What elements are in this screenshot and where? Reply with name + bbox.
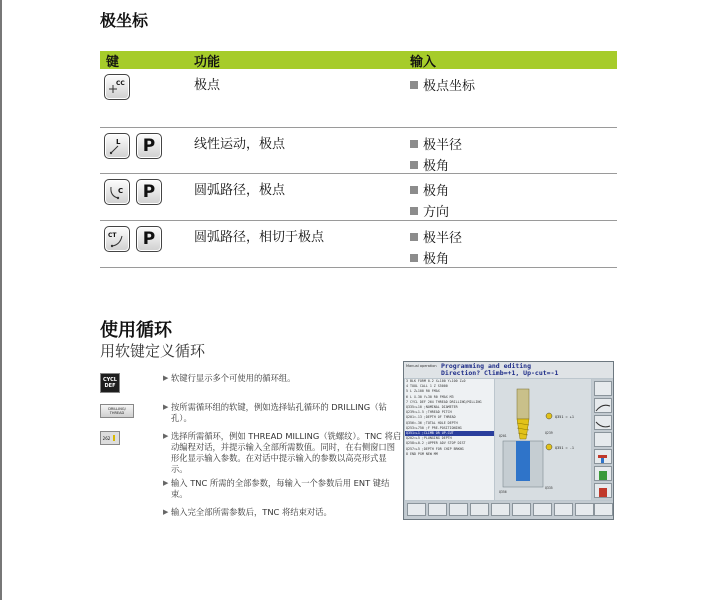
program-line[interactable]: Q201=-13 ;DEPTH OF THREAD [406,415,456,420]
svg-text:Q356: Q356 [499,490,507,494]
p-key[interactable]: P [136,133,162,159]
side-softkey[interactable] [594,449,612,464]
svg-text:Q335: Q335 [545,486,553,490]
polar-key-table [100,51,617,268]
program-line[interactable]: Q202=+5 ;PLUNGING DEPTH [406,436,452,441]
input-item: 极角 [410,179,617,200]
bottom-softkey[interactable] [594,503,613,516]
program-line[interactable]: Q257=+5 ;DEPTH FOR CHIP BRKNG [406,446,464,451]
step-item: ▶ 选择所需循环，例如 THREAD MILLING（铣螺纹）。TNC 将启动编程对话，并提示输入全部所需数值。同时，在右侧窗口图形化显示输入参数。在对话中提示输入的参数以高亮形式显示。 [163,431,402,474]
arc-icon [106,181,128,203]
program-line[interactable]: 6 L X-30 Y+30 R0 FMAX M3 [406,394,454,399]
c-key[interactable] [104,179,130,205]
l-key[interactable] [104,133,130,159]
bottom-softkey[interactable] [428,503,447,516]
curve-icon [595,418,611,431]
step-item: ▶ 输入 TNC 所需的全部参数，每输入一个参数后用 ENT 键结束。 [163,478,390,499]
program-line[interactable]: 8 END PGM NEW MM [406,451,438,456]
header-key: 键 [106,54,120,70]
input-item: 极半径 [410,226,617,247]
ct-key[interactable] [104,226,130,252]
operating-mode: Manual operation [406,364,437,368]
cc-icon [106,76,128,98]
table-row [100,221,617,268]
spindle-icon [595,469,611,482]
program-line[interactable]: Q253=+750 ;F PRE-POSITIONING [406,425,462,430]
bottom-softkey[interactable] [491,503,510,516]
svg-text:Q351 = -1: Q351 = -1 [555,446,574,450]
p-key[interactable]: P [136,179,162,205]
screen-header [404,362,614,378]
table-row [100,69,617,128]
step-item: ▶ 软键行显示多个可使用的循环组。 [163,373,296,383]
program-line[interactable]: 5 L Z+100 R0 FMAX [406,389,440,394]
side-softkey[interactable] [594,466,612,481]
page-left-rule [0,0,2,600]
arrow-icon: ▶ [163,479,169,487]
side-softkey[interactable] [594,483,612,498]
arrow-icon: ▶ [163,403,169,411]
program-line[interactable]: Q335=+10 ;NOMINAL DIAMETER [406,405,458,410]
svg-text:Q239: Q239 [545,431,553,435]
program-line[interactable]: Q239=+1.5 ;THREAD PITCH [406,410,452,415]
arrow-icon: ▶ [163,374,169,382]
tnc-screen [403,361,614,520]
spindle-stop-icon [595,486,611,499]
cycles-section-title: 使用循环 [100,320,172,341]
screen-title: Programming and editing Direction? Climb=+1, Up-cut=-1 [441,362,559,377]
bottom-softkey-bar [405,501,614,519]
input-item: 极半径 [410,133,617,154]
l-key-label: L [116,138,121,146]
cycl-def-softkey[interactable]: CYCL DEF [100,373,120,393]
program-line[interactable]: Q356=-36 ;TOTAL HOLE DEPTH [406,420,458,425]
polar-section-title: 极坐标 [100,11,149,30]
coolant-icon [595,452,611,465]
svg-text:Q201: Q201 [499,434,507,438]
table-row [100,174,617,221]
cycles-subtitle: 用软键定义循环 [100,342,206,360]
function-text: 圆弧路径，极点 [194,183,286,198]
input-item: 方向 [410,200,617,221]
curve-icon [595,401,611,414]
arrow-icon: ▶ [163,508,169,516]
bottom-softkey[interactable] [512,503,531,516]
side-softkey[interactable] [594,415,612,430]
arrow-icon: ▶ [163,432,169,440]
cc-key-label: CC [116,80,125,87]
tangent-arc-icon [106,228,128,250]
program-line[interactable]: 3 BLK FORM 0.2 X+100 Y+100 Z+0 [406,379,466,383]
ct-key-label: CT [108,232,117,239]
bottom-softkey[interactable] [533,503,552,516]
cc-key[interactable] [104,74,130,100]
c-key-label: C [118,187,124,195]
side-softkey[interactable] [594,398,612,413]
help-graphic [495,379,591,500]
input-item: 极角 [410,154,617,175]
side-softkey-bar [592,379,614,500]
bottom-softkey[interactable] [407,503,426,516]
table-row [100,128,617,174]
program-line[interactable]: Q351=+1 ;CLIMB OR UP-CUT [405,431,494,436]
thread-mill-graphic [495,379,591,500]
function-text: 线性运动，极点 [194,137,286,152]
function-text: 极点 [194,78,221,93]
drilling-thread-softkey[interactable]: DRILLING/ THREAD [100,404,134,418]
header-function: 功能 [194,54,221,70]
step-item: ▶ 按所需循环组的软键，例如选择钻孔循环的 DRILLING（钻孔）。 [163,402,387,423]
svg-text:Q351 = +1: Q351 = +1 [555,415,574,419]
cycle-262-softkey[interactable]: 262 [100,431,120,445]
input-item: 极角 [410,247,617,268]
side-softkey[interactable] [594,432,612,447]
bottom-softkey[interactable] [554,503,573,516]
bottom-softkey[interactable] [575,503,594,516]
p-key[interactable]: P [136,226,162,252]
program-line[interactable]: 4 TOOL CALL 1 Z S5000 [406,384,448,389]
input-item: 极点坐标 [410,74,617,95]
side-softkey[interactable] [594,381,612,396]
step-item: ▶ 输入完全部所需参数后，TNC 将结束对话。 [163,507,332,517]
bottom-softkey[interactable] [449,503,468,516]
program-line[interactable]: 7 CYCL DEF 264 THREAD DRILLING/MILLING [406,399,482,404]
header-input: 输入 [410,54,437,70]
table-header [100,51,617,69]
function-text: 圆弧路径，相切于极点 [194,230,325,245]
bottom-softkey[interactable] [470,503,489,516]
program-line[interactable]: Q258=+0.2 ;UPPER ADV STOP DIST [406,441,466,446]
line-icon [106,135,128,157]
program-listing [405,379,494,500]
thread-mill-icon [111,435,117,441]
